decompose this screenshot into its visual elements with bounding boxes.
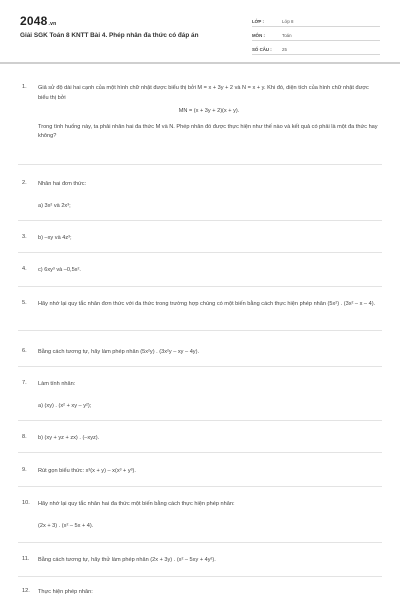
- question-number: 3.: [22, 234, 27, 240]
- separator: [18, 220, 382, 221]
- question-text: Giả sử độ dài hai cạnh của một hình chữ nhật được biểu thị bởi M = x + 3y + 2 và N = x + y. Khi đó, diện tích của hình chữ nhật được biểu thị bởi: [38, 85, 369, 101]
- separator: [18, 366, 382, 367]
- logo-tld: .vn: [48, 21, 57, 27]
- question-text: Thực hiện phép nhân:: [38, 589, 93, 595]
- question-body: [38, 234, 380, 244]
- question-number: 1.: [22, 84, 27, 90]
- meta-row-subject: [252, 28, 380, 41]
- question-body: [38, 180, 380, 211]
- question-text: b) –xy và 4z³;: [38, 235, 72, 241]
- question-number: 5.: [22, 300, 27, 306]
- separator: [18, 452, 382, 453]
- question-body: [38, 500, 380, 531]
- separator: [18, 286, 382, 287]
- question-text: (2x + 3) . (x² – 5x + 4).: [38, 522, 94, 529]
- question-text: Hãy nhớ lại quy tắc nhân đơn thức với đa thức trong trường hợp chúng có một biến bằng cách thực hiện phép nhân (5x²) . (3x² – x – 4).: [38, 301, 376, 307]
- question-text: Rút gọn biểu thức: x³(x + y) – x(x³ + y³).: [38, 468, 136, 474]
- question-body: [38, 380, 380, 411]
- question-text: a) 3x² và 2x³;: [38, 202, 71, 209]
- question-list: [0, 64, 400, 600]
- question-body: [38, 348, 380, 358]
- question-body: [38, 556, 380, 566]
- question-number: 11.: [22, 556, 30, 562]
- site-logo[interactable]: [20, 14, 56, 28]
- question-number: 4.: [22, 266, 27, 272]
- separator: [18, 420, 382, 421]
- question-text: c) 6xy³ và –0,5x².: [38, 267, 81, 273]
- page-header: [0, 0, 400, 62]
- question-body: [38, 300, 380, 310]
- separator: [18, 486, 382, 487]
- separator: [18, 164, 382, 165]
- meta-value-subject: Toán: [282, 33, 292, 38]
- question-number: 6.: [22, 348, 27, 354]
- separator: [18, 576, 382, 577]
- meta-row-count: [252, 42, 380, 55]
- separator: [18, 330, 382, 331]
- question-number: 12.: [22, 588, 30, 594]
- question-text: Hãy nhớ lại quy tắc nhân hai đa thức một biến bằng cách thực hiện phép nhân:: [38, 501, 235, 507]
- meta-label-grade: LỚP :: [252, 19, 264, 24]
- question-number: 7.: [22, 380, 27, 386]
- question-text: a) (xy) . (x² + xy – y²);: [38, 402, 92, 409]
- question-body: [38, 467, 380, 477]
- question-text: Làm tính nhân:: [38, 381, 76, 387]
- question-body: [38, 84, 380, 142]
- separator: [18, 542, 382, 543]
- question-body: [38, 266, 380, 276]
- logo-text: 2048: [20, 14, 48, 28]
- question-number: 9.: [22, 467, 27, 473]
- meta-row-grade: [252, 14, 380, 27]
- question-text: Nhân hai đơn thức:: [38, 181, 87, 187]
- meta-value-grade: Lớp 8: [282, 19, 294, 24]
- question-text: b) (xy + yz + zx) . (–xyz).: [38, 435, 100, 441]
- question-body: [38, 588, 380, 598]
- question-body: [38, 434, 380, 444]
- question-text: Bằng cách tương tự, hãy làm phép nhân (5x²y) . (3x²y – xy – 4y).: [38, 349, 200, 355]
- question-formula: MN = (x + 3y + 2)(x + y).: [178, 108, 240, 114]
- question-number: 8.: [22, 434, 27, 440]
- question-text: Bằng cách tương tự, hãy thử làm phép nhân (2x + 3y) . (x² – 5xy + 4y²).: [38, 557, 216, 563]
- meta-label-subject: MÔN :: [252, 33, 265, 38]
- question-number: 2.: [22, 180, 27, 186]
- document-title: Giải SGK Toán 8 KNTT Bài 4. Phép nhân đa thức có đáp án: [20, 32, 199, 39]
- question-text: Trong tình huống này, ta phải nhân hai đa thức M và N. Phép nhân đó được thực hiện như thế nào và kết quả có phải là một đa thức hay không?: [38, 123, 378, 139]
- meta-value-count: 25: [282, 47, 287, 52]
- question-number: 10.: [22, 500, 30, 506]
- meta-label-count: SỐ CÂU :: [252, 47, 272, 52]
- separator: [18, 252, 382, 253]
